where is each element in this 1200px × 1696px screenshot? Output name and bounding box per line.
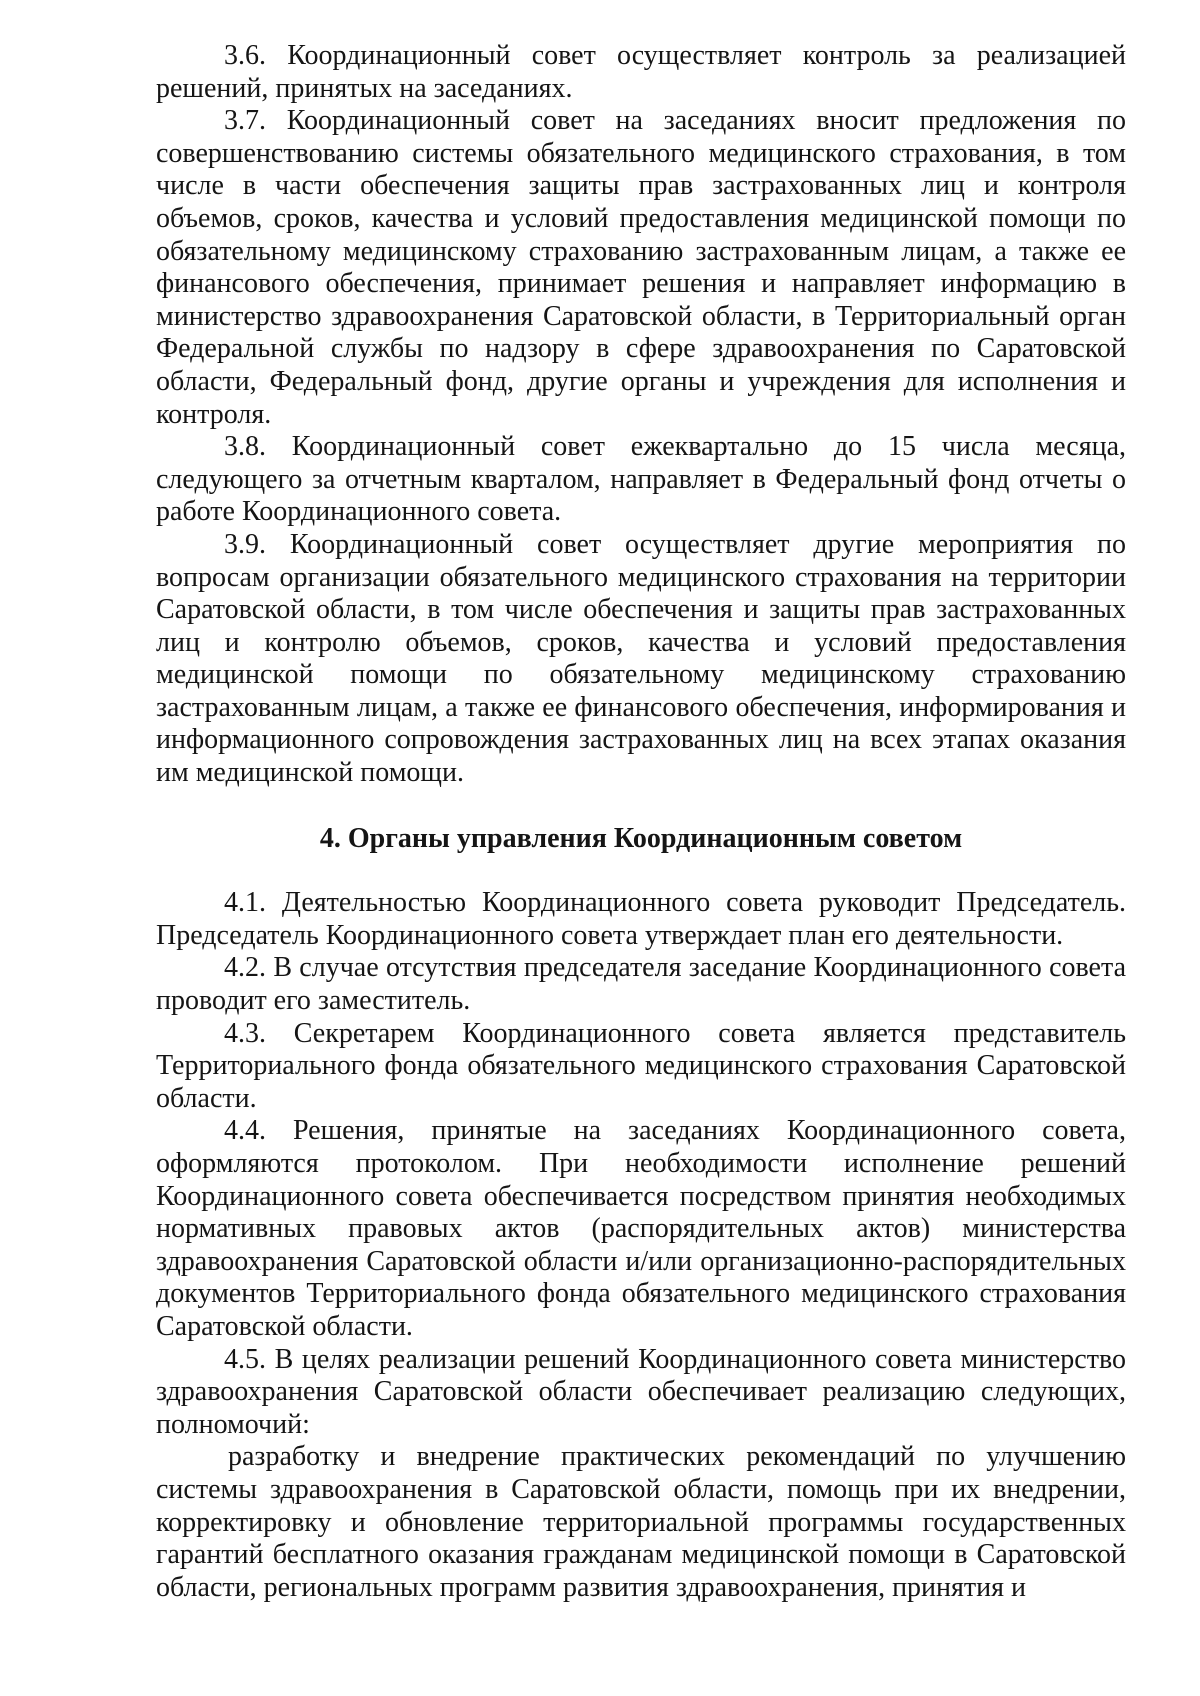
paragraph-4-5: 4.5. В целях реализации решений Координационного совета министерство здравоохранения Саратовской области обеспечивает реализацию следующих, полномочий: (156, 1343, 1126, 1440)
paragraph-4-5-item-1: разработку и внедрение практических рекомендаций по улучшению системы здравоохранения в Саратовской области, помощь при их внедрении, корректировку и обновление территориальной программы государственных гарантий бесплатного оказания гражданам медицинской помощи в Саратовской области, региональных программ развития здравоохранения, принятия и (156, 1441, 1126, 1603)
paragraph-4-2: 4.2. В случае отсутствия председателя заседание Координационного совета проводит его заместитель. (156, 952, 1126, 1017)
section-4-heading: 4. Органы управления Координационным советом (319, 822, 963, 854)
paragraph-3-9: 3.9. Координационный совет осуществляет другие мероприятия по вопросам организации обязательного медицинского страхования на территории Саратовской области, в том числе обеспечения и защиты прав застрахованных лиц и контролю объемов, сроков, качества и условий предоставления медицинской помощи по обязательному медицинскому страхованию застрахованным лицам, а также ее финансового обеспечения, информирования и информационного сопровождения застрахованных лиц на всех этапах оказания им медицинской помощи. (156, 528, 1126, 789)
paragraph-3-8: 3.8. Координационный совет ежеквартально до 15 числа месяца, следующего за отчетным кварталом, направляет в Федеральный фонд отчеты о работе Координационного совета. (156, 431, 1126, 528)
paragraph-4-1: 4.1. Деятельностью Координационного совета руководит Председатель. Председатель Координационного совета утверждает план его деятельности. (156, 887, 1126, 951)
paragraph-4-3: 4.3. Секретарем Координационного совета является представитель Территориального фонда обязательного медицинского страхования Саратовской области. (156, 1017, 1126, 1114)
paragraph-4-4: 4.4. Решения, принятые на заседаниях Координационного совета, оформляются протоколом. При необходимости исполнение решений Координационного совета обеспечивается посредством принятия необходимых нормативных правовых актов (распорядительных актов) министерства здравоохранения Саратовской области и/или организационно-распорядительных документов Территориального фонда обязательного медицинского страхования Саратовской области. (156, 1115, 1126, 1342)
paragraph-3-6: 3.6. Координационный совет осуществляет контроль за реализацией решений, принятых на заседаниях. (156, 40, 1126, 104)
paragraph-3-7: 3.7. Координационный совет на заседаниях вносит предложения по совершенствованию системы обязательного медицинского страхования, в том числе в части обеспечения защиты прав застрахованных лиц и контроля объемов, сроков, качества и условий предоставления медицинской помощи по обязательному медицинскому страхованию застрахованным лицам, а также ее финансового обеспечения, принимает решения и направляет информацию в министерство здравоохранения Саратовской области, в Территориальный орган Федеральной службы по надзору в сфере здравоохранения по Саратовской области, Федеральный фонд, другие органы и учреждения для исполнения и контроля. (156, 105, 1126, 430)
document-page (156, 40, 1126, 1604)
